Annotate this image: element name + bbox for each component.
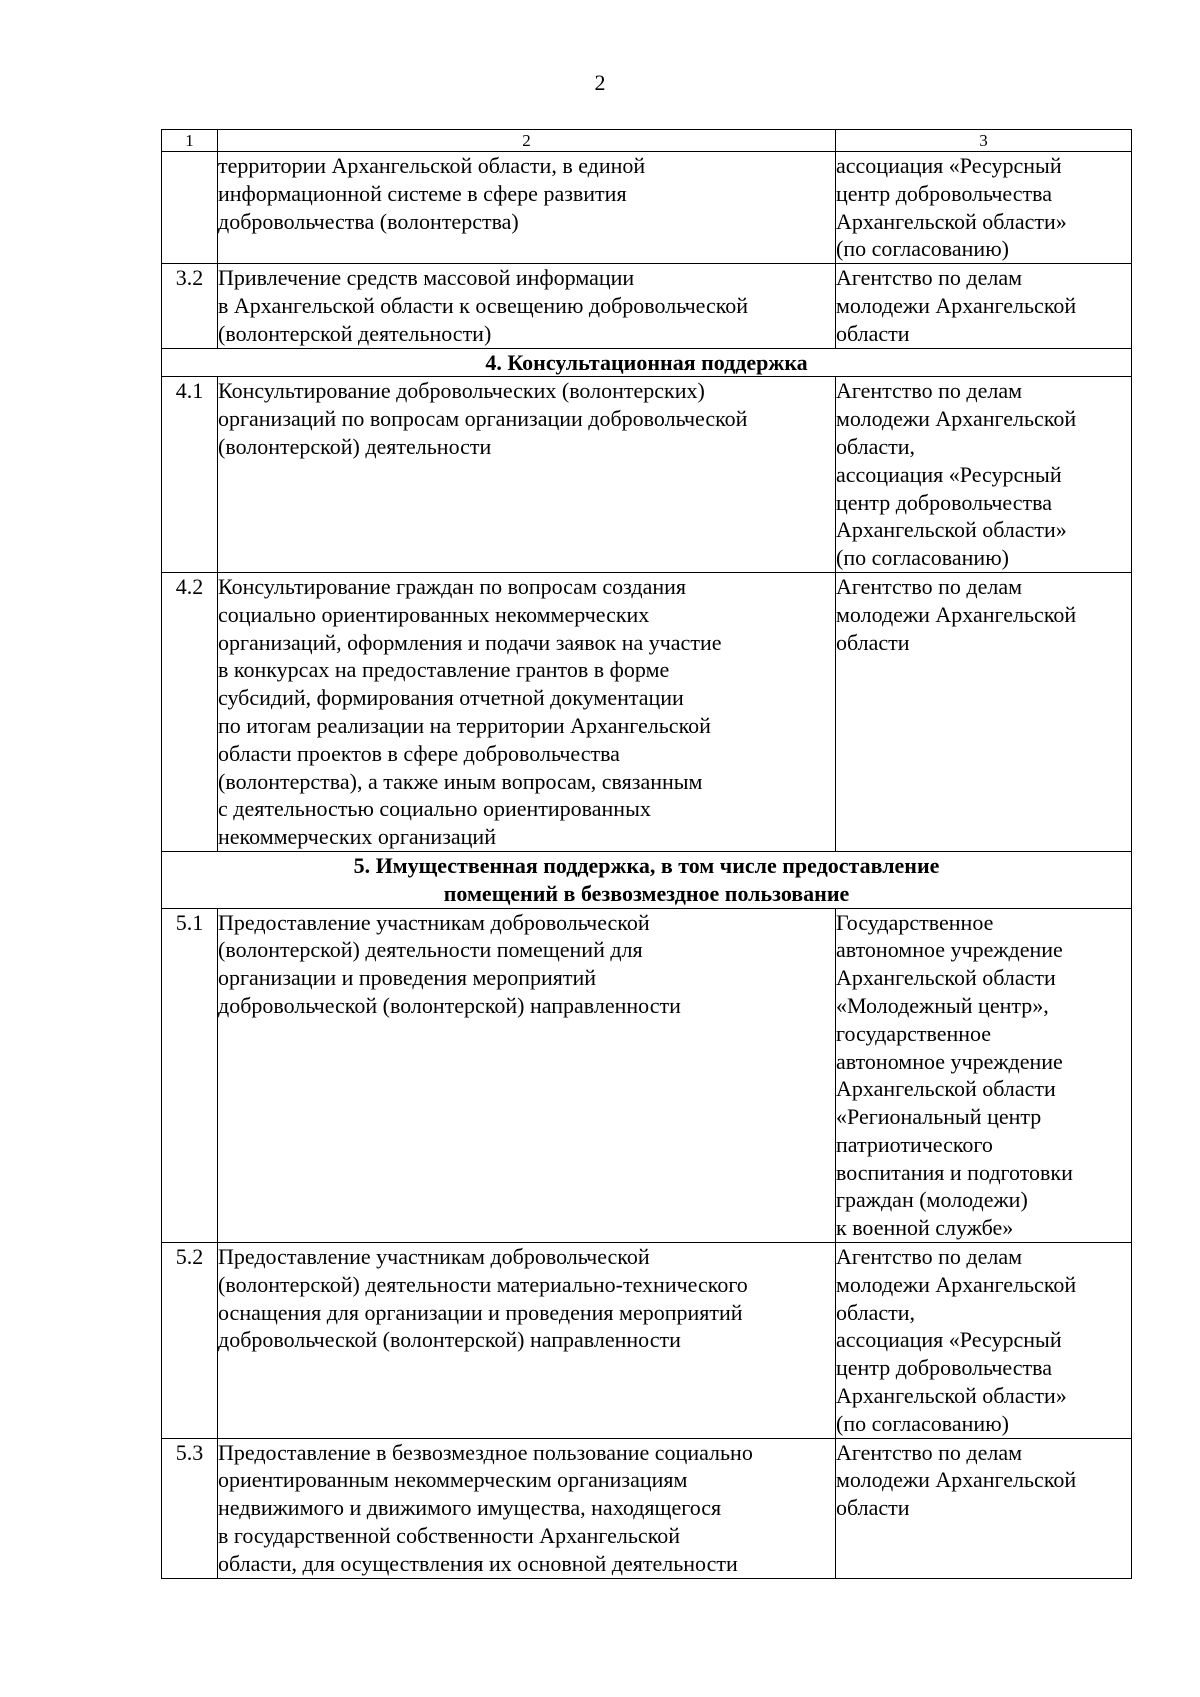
- section-title: [162, 348, 1132, 377]
- action-text-line: Консультирование добровольческих (волонтерских): [218, 378, 705, 404]
- item-number: 4.1: [162, 377, 218, 573]
- action-text-line: по итогам реализации на территории Архангельской: [218, 712, 711, 738]
- executor-text-line: «Региональный центр: [836, 1104, 1042, 1130]
- page-number: 2: [594, 70, 606, 95]
- action-text-line: Предоставление участникам добровольческой: [218, 909, 650, 935]
- action-text-line: некоммерческих организаций: [218, 824, 496, 850]
- item-number: 5.3: [162, 1438, 218, 1578]
- executor-text-line: Агентство по делам: [836, 573, 1023, 599]
- executor-text-line: центр добровольчества: [836, 180, 1052, 206]
- executor-text-line: молодежи Архангельской: [836, 601, 1077, 627]
- action-text-line: области проектов в сфере добровольчества: [218, 740, 620, 766]
- action-text-line: недвижимого и движимого имущества, находящегося: [218, 1495, 722, 1521]
- executor-text-line: Агентство по делам: [836, 265, 1023, 291]
- action-text-line: (волонтерской) деятельности: [218, 433, 492, 459]
- executor-text-line: области,: [836, 433, 916, 459]
- action-text-line: социально ориентированных некоммерческих: [218, 601, 650, 627]
- column-header-3: 3: [836, 130, 1132, 152]
- column-header-2: 2: [218, 130, 836, 152]
- section-title-line: 4. Консультационная поддержка: [485, 349, 808, 375]
- action-cell: [218, 1243, 836, 1439]
- executor-text-line: «Молодежный центр»,: [836, 992, 1049, 1018]
- executor-text-line: области: [836, 629, 910, 655]
- section-title: [162, 851, 1132, 908]
- column-number-row: [162, 130, 1132, 152]
- action-text-line: ориентированным некоммерческим организациям: [218, 1467, 688, 1493]
- action-text-line: (волонтерской) деятельности материально-технического: [218, 1271, 748, 1297]
- executor-text-line: Агентство по делам: [836, 1244, 1023, 1270]
- action-text-line: добровольческой (волонтерской) направленности: [218, 1327, 681, 1353]
- executor-cell: [836, 152, 1132, 264]
- executor-cell: [836, 1243, 1132, 1439]
- executor-cell: [836, 908, 1132, 1243]
- action-cell: [218, 1438, 836, 1578]
- action-text-line: оснащения для организации и проведения мероприятий: [218, 1299, 743, 1325]
- executor-text-line: ассоциация «Ресурсный: [836, 461, 1062, 487]
- table-row: [162, 1243, 1132, 1439]
- action-cell: [218, 572, 836, 851]
- action-cell: [218, 908, 836, 1243]
- executor-text-line: (по согласованию): [836, 1410, 1009, 1436]
- executor-text-line: молодежи Архангельской: [836, 1271, 1077, 1297]
- action-text-line: Предоставление участникам добровольческой: [218, 1244, 650, 1270]
- section-title-line: помещений в безвозмездное пользование: [443, 880, 850, 906]
- action-text-line: в конкурсах на предоставление грантов в форме: [218, 657, 670, 683]
- executor-text-line: центр добровольчества: [836, 489, 1052, 515]
- action-text-line: Консультирование граждан по вопросам создания: [218, 573, 687, 599]
- measures-table: [161, 129, 1132, 1579]
- action-cell: [218, 152, 836, 264]
- executor-text-line: (по согласованию): [836, 545, 1009, 571]
- executor-text-line: автономное учреждение: [836, 937, 1063, 963]
- table-row: [162, 377, 1132, 573]
- section-heading-row: [162, 348, 1132, 377]
- action-cell: [218, 377, 836, 573]
- executor-cell: [836, 572, 1132, 851]
- action-text-line: области, для осуществления их основной деятельности: [218, 1550, 738, 1576]
- executor-cell: [836, 377, 1132, 573]
- executor-text-line: молодежи Архангельской: [836, 292, 1077, 318]
- executor-text-line: Агентство по делам: [836, 378, 1023, 404]
- executor-text-line: области: [836, 1495, 910, 1521]
- action-text-line: субсидий, формирования отчетной документации: [218, 685, 684, 711]
- action-text-line: Привлечение средств массовой информации: [218, 265, 635, 291]
- executor-text-line: Агентство по делам: [836, 1439, 1023, 1465]
- executor-cell: [836, 264, 1132, 348]
- action-text-line: организаций по вопросам организации добровольческой: [218, 406, 748, 432]
- item-number: 5.1: [162, 908, 218, 1243]
- executor-text-line: Архангельской области»: [836, 1383, 1067, 1409]
- executor-text-line: (по согласованию): [836, 236, 1009, 262]
- action-text-line: (волонтерской деятельности): [218, 320, 492, 346]
- executor-text-line: Государственное: [836, 909, 994, 935]
- action-text-line: информационной системе в сфере развития: [218, 180, 627, 206]
- executor-text-line: Архангельской области»: [836, 208, 1067, 234]
- action-cell: [218, 264, 836, 348]
- table-row: [162, 1438, 1132, 1578]
- executor-text-line: ассоциация «Ресурсный: [836, 1327, 1062, 1353]
- action-text-line: организаций, оформления и подачи заявок на участие: [218, 629, 722, 655]
- column-header-1: 1: [162, 130, 218, 152]
- action-text-line: добровольчества (волонтерства): [218, 208, 519, 234]
- executor-text-line: ассоциация «Ресурсный: [836, 153, 1062, 178]
- action-text-line: территории Архангельской области, в единой: [218, 153, 646, 178]
- executor-text-line: области,: [836, 1299, 916, 1325]
- executor-text-line: Архангельской области»: [836, 517, 1067, 543]
- executor-text-line: граждан (молодежи): [836, 1187, 1028, 1213]
- executor-text-line: воспитания и подготовки: [836, 1159, 1073, 1185]
- action-text-line: добровольческой (волонтерской) направленности: [218, 992, 681, 1018]
- item-number: 4.2: [162, 572, 218, 851]
- section-title-line: 5. Имущественная поддержка, в том числе предоставление: [353, 852, 940, 878]
- executor-text-line: Архангельской области: [836, 965, 1056, 991]
- executor-text-line: Архангельской области: [836, 1076, 1056, 1102]
- action-text-line: Предоставление в безвозмездное пользование социально: [218, 1439, 753, 1465]
- action-text-line: в государственной собственности Архангельской: [218, 1523, 681, 1549]
- action-text-line: в Архангельской области к освещению добровольческой: [218, 292, 749, 318]
- table-row: [162, 908, 1132, 1243]
- executor-cell: [836, 1438, 1132, 1578]
- item-number: 5.2: [162, 1243, 218, 1439]
- action-text-line: с деятельностью социально ориентированных: [218, 796, 651, 822]
- executor-text-line: к военной службе»: [836, 1215, 1014, 1241]
- action-text-line: организации и проведения мероприятий: [218, 965, 597, 991]
- executor-text-line: патриотического: [836, 1131, 993, 1157]
- table-row: [162, 152, 1132, 264]
- action-text-line: (волонтерской) деятельности помещений для: [218, 937, 643, 963]
- executor-text-line: государственное: [836, 1020, 992, 1046]
- table-row: [162, 264, 1132, 348]
- executor-text-line: центр добровольчества: [836, 1355, 1052, 1381]
- action-text-line: (волонтерства), а также иным вопросам, связанным: [218, 768, 703, 794]
- table-row: [162, 572, 1132, 851]
- executor-text-line: автономное учреждение: [836, 1048, 1063, 1074]
- item-number: 3.2: [162, 264, 218, 348]
- executor-text-line: молодежи Архангельской: [836, 406, 1077, 432]
- item-number: [162, 152, 218, 264]
- executor-text-line: области: [836, 320, 910, 346]
- executor-text-line: молодежи Архангельской: [836, 1467, 1077, 1493]
- section-heading-row: [162, 851, 1132, 908]
